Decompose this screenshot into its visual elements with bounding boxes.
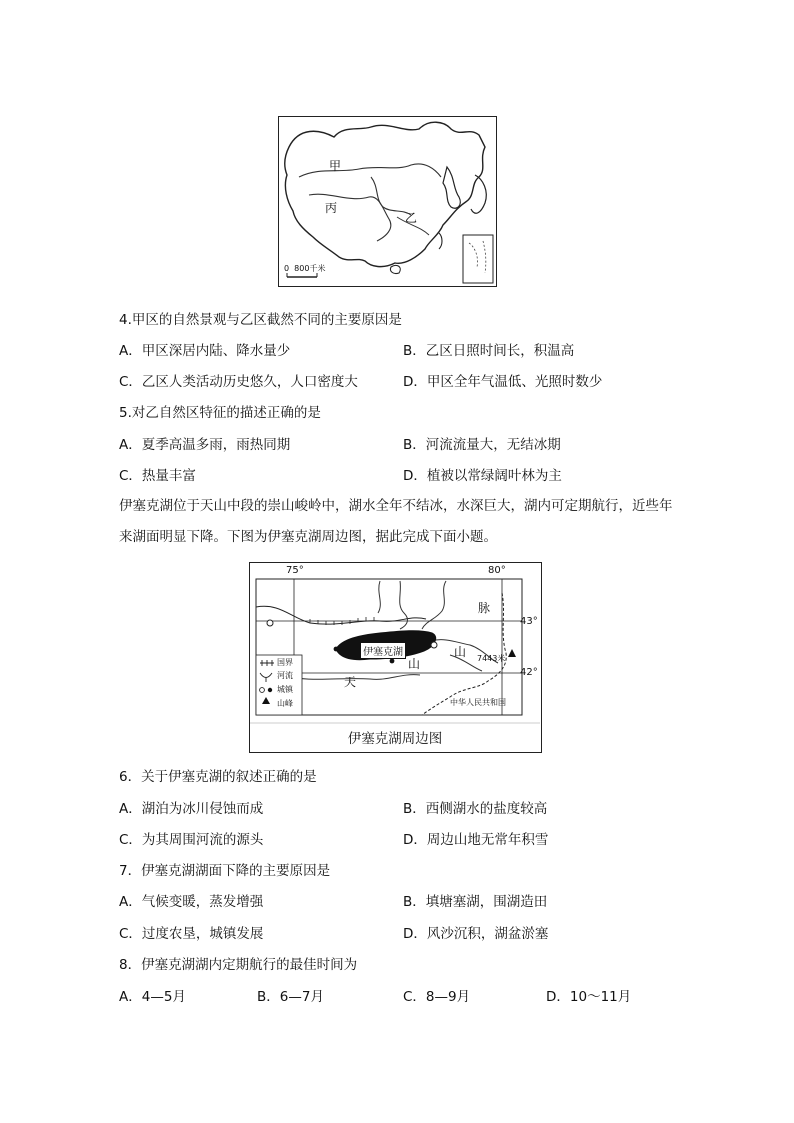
q8-option-d: D．10～11月 [546, 989, 632, 1005]
q6-stem: 6．关于伊塞克湖的叙述正确的是 [119, 769, 317, 785]
q7-option-b: B．填塘塞湖，围湖造田 [403, 894, 548, 910]
lon-75-label: 75° [286, 565, 304, 576]
label-region-jia: 甲 [329, 159, 342, 173]
q4-option-d: D．甲区全年气温低、光照时数少 [403, 374, 603, 390]
passage-intro: 伊塞克湖位于天山中段的崇山峻岭中，湖水全年不结冰，水深巨大，湖内可定期航行，近些年来湖面明显下降。下图为伊塞克湖周边图，据此完成下面小题。 [119, 498, 673, 545]
peak-elevation-label: 7443米 [477, 654, 506, 663]
q5-stem: 5.对乙自然区特征的描述正确的是 [119, 405, 321, 421]
q7-option-c: C．过度农垦，城镇发展 [119, 926, 264, 942]
lat-43-label: 43° [520, 616, 538, 627]
q4-option-b: B．乙区日照时间长，积温高 [403, 343, 575, 359]
mountain-char-shan-2: 山 [408, 657, 421, 671]
issyk-kul-map [249, 562, 542, 753]
lat-42-label: 42° [520, 667, 538, 678]
china-region-map [278, 116, 497, 287]
q5-option-a: A．夏季高温多雨，雨热同期 [119, 437, 291, 453]
q6-option-a: A．湖泊为冰川侵蚀而成 [119, 801, 264, 817]
mountain-char-mai: 脉 [478, 601, 491, 615]
q6-option-c: C．为其周围河流的源头 [119, 832, 264, 848]
legend-peak-label: 山峰 [277, 699, 293, 708]
q4-option-c: C．乙区人类活动历史悠久，人口密度大 [119, 374, 358, 390]
q5-option-b: B．河流流量大，无结冰期 [403, 437, 561, 453]
legend-border-label: 国界 [277, 658, 293, 667]
map2-caption: 伊塞克湖周边图 [347, 731, 443, 747]
country-label: 中华人民共和国 [450, 698, 506, 707]
map-scale-label: 0 800千米 [284, 264, 326, 273]
q7-option-d: D．风沙沉积，湖盆淤塞 [403, 926, 549, 942]
q7-option-a: A．气候变暖，蒸发增强 [119, 894, 264, 910]
lake-label: 伊塞克湖 [360, 642, 406, 659]
legend-town-label: 城镇 [277, 685, 293, 694]
q8-option-a: A．4—5月 [119, 989, 186, 1005]
q8-option-c: C．8—9月 [403, 989, 471, 1005]
china-map-drawing [279, 117, 495, 285]
q6-option-d: D．周边山地无常年积雪 [403, 832, 549, 848]
label-region-bing: 丙 [325, 201, 338, 215]
label-region-yi: 乙 [405, 211, 418, 225]
q8-stem: 8．伊塞克湖湖内定期航行的最佳时间为 [119, 957, 358, 973]
q4-stem: 4.甲区的自然景观与乙区截然不同的主要原因是 [119, 312, 402, 328]
q5-option-d: D．植被以常绿阔叶林为主 [403, 468, 562, 484]
mountain-char-tian: 天 [344, 675, 357, 689]
q4-option-a: A．甲区深居内陆、降水量少 [119, 343, 291, 359]
lon-80-label: 80° [488, 565, 506, 576]
q7-stem: 7．伊塞克湖湖面下降的主要原因是 [119, 863, 331, 879]
q6-option-b: B．西侧湖水的盐度较高 [403, 801, 548, 817]
q8-option-b: B．6—7月 [257, 989, 324, 1005]
q5-option-c: C．热量丰富 [119, 468, 196, 484]
mountain-char-shan-1: 山 [454, 645, 467, 659]
legend-river-label: 河流 [277, 671, 293, 680]
